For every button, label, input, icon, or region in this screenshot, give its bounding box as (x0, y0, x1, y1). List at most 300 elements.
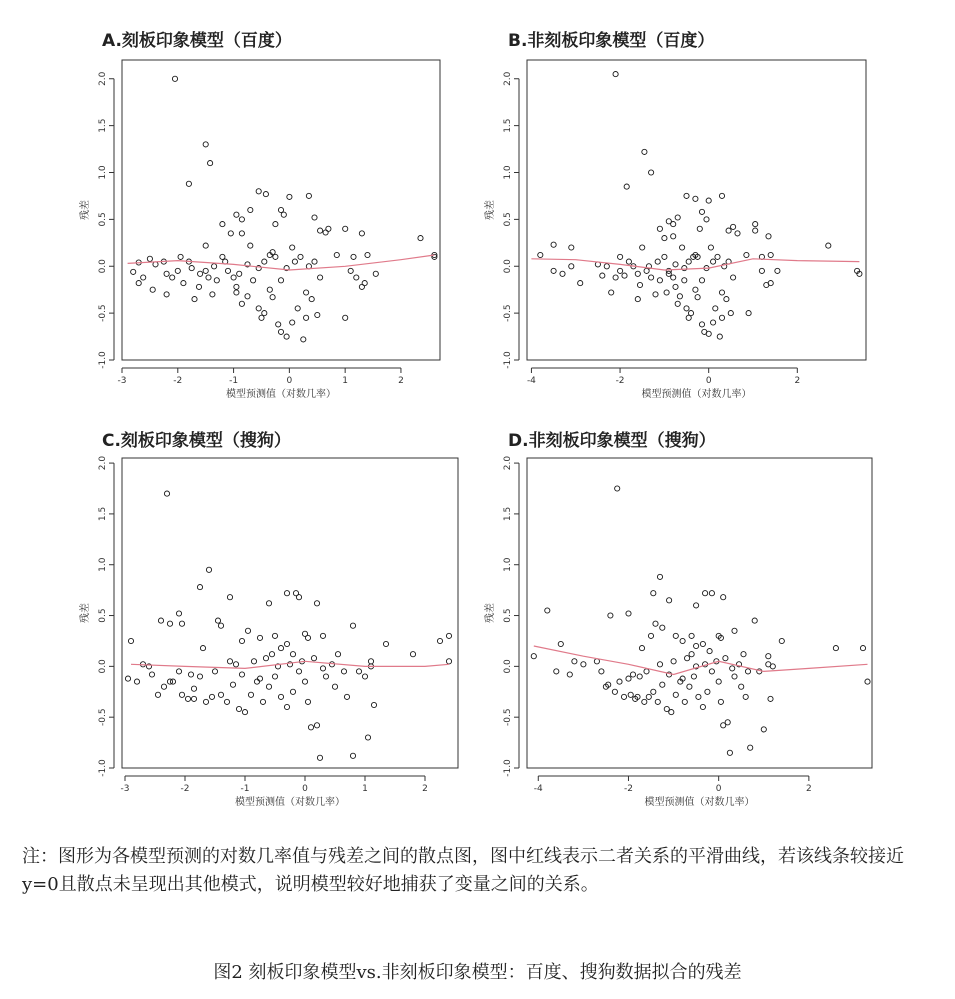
panel-a-point (231, 275, 236, 280)
panel-a-point (153, 262, 158, 267)
panel-a-point (150, 287, 155, 292)
panel-a-point (212, 264, 217, 269)
panel-a-y-tick-label: -1.0 (98, 351, 108, 369)
panel-a-point (318, 228, 323, 233)
panel-d-point (721, 595, 726, 600)
panel-c-point (227, 659, 232, 664)
panel-c-point (257, 676, 262, 681)
panel-d-point (709, 591, 714, 596)
panel-c-point (200, 646, 205, 651)
panel-a-point (312, 215, 317, 220)
panel-a-point (273, 222, 278, 227)
panel-c-point (320, 666, 325, 671)
panel-d-point (691, 674, 696, 679)
panel-c-y-tick-label: 0.5 (98, 608, 108, 623)
panel-b-point (649, 170, 654, 175)
panel-a-point (206, 275, 211, 280)
panel-d-point (700, 641, 705, 646)
panel-c-point (368, 659, 373, 664)
panel-a-y-tick-label: -0.5 (98, 304, 108, 322)
panel-b-frame (527, 60, 866, 360)
panel-b-point (768, 281, 773, 286)
panel-d-point (732, 674, 737, 679)
panel-d-point (621, 694, 626, 699)
panel-c-point (260, 699, 265, 704)
panel-c-point (272, 674, 277, 679)
panel-a-point (164, 292, 169, 297)
panel-a-x-tick-label: 0 (286, 376, 293, 386)
panel-a-y-tick-label: 0.0 (98, 259, 108, 274)
panel-d-y-tick-label: 2.0 (503, 455, 513, 471)
panel-a-point (263, 192, 268, 197)
panel-a-y-tick-label: 1.0 (98, 165, 108, 180)
panel-b-point (759, 268, 764, 273)
panel-d-point (694, 603, 699, 608)
panel-c-point (371, 702, 376, 707)
panel-d-y-tick-label: 0.5 (503, 608, 513, 623)
panel-d-point (687, 684, 692, 689)
panel-a-point (220, 222, 225, 227)
panel-c-point (335, 652, 340, 657)
panel-b-point (637, 282, 642, 287)
panel-d-point (833, 646, 838, 651)
panel-c-point (227, 595, 232, 600)
panel-d-point (669, 710, 674, 715)
panel-d-x-tick-label: 0 (715, 784, 722, 794)
panel-c-point (446, 633, 451, 638)
panel-a-point (373, 271, 378, 276)
panel-c-point (278, 694, 283, 699)
panel-b-point (600, 273, 605, 278)
panel-d-point (660, 682, 665, 687)
panel-b-x-tick-label: 2 (794, 376, 801, 386)
panel-d-point (865, 679, 870, 684)
panel-b-point (711, 259, 716, 264)
panel-d-point (723, 656, 728, 661)
panel-a-point (256, 189, 261, 194)
panel-d-point (617, 679, 622, 684)
panel-a-x-tick-label: -2 (173, 376, 183, 386)
panel-a-x-tick-label: 1 (342, 376, 349, 386)
panel-b-point (697, 226, 702, 231)
panel-b-point (719, 315, 724, 320)
panel-a-point (292, 259, 297, 264)
panel-a-point (131, 269, 136, 274)
panel-a-point (196, 284, 201, 289)
panel-d-y-tick-label: -0.5 (503, 708, 513, 726)
panel-c-point (233, 662, 238, 667)
panel-b-point (671, 222, 676, 227)
panel-b-point (706, 331, 711, 336)
panel-d-point (682, 699, 687, 704)
panel-d-y-tick-label: -1.0 (503, 759, 513, 777)
panel-c-y-tick-label: -1.0 (98, 759, 108, 777)
panel-d-point (732, 628, 737, 633)
panel-b-point (538, 252, 543, 257)
panel-d-point (599, 669, 604, 674)
panel-d-point (660, 625, 665, 630)
panel-a-point (304, 290, 309, 295)
panel-d-point (730, 666, 735, 671)
panel-d-point (779, 638, 784, 643)
panel-c-point (263, 656, 268, 661)
panel-d-point (648, 633, 653, 638)
panel-a-x-label: 模型预测值（对数几率） (226, 389, 336, 400)
panel-b-point (649, 275, 654, 280)
panel-b-point (753, 228, 758, 233)
panel-d-point (637, 674, 642, 679)
panel-d-point (581, 662, 586, 667)
panel-b-point (715, 254, 720, 259)
panel-b-point (699, 278, 704, 283)
panel-c-point (446, 659, 451, 664)
panel-b-point (657, 278, 662, 283)
panel-d-point (761, 727, 766, 732)
panel-a-point (270, 295, 275, 300)
panel-c-point (383, 641, 388, 646)
panel-d-plot (483, 456, 872, 808)
panel-a-point (251, 278, 256, 283)
panel-c-point (305, 699, 310, 704)
panel-d-x-tick-label: -4 (533, 784, 543, 794)
panel-b-point (684, 193, 689, 198)
panel-b-point (560, 271, 565, 276)
panel-d-point (707, 649, 712, 654)
panel-a-point (245, 294, 250, 299)
panel-c-point (290, 652, 295, 657)
panel-c-point (311, 656, 316, 661)
panel-b-title: B.非刻板印象模型（百度） (508, 31, 715, 51)
panel-a-point (287, 194, 292, 199)
panel-b-point (604, 264, 609, 269)
panel-d-point (673, 633, 678, 638)
panel-b-point (699, 209, 704, 214)
panel-d-point (745, 669, 750, 674)
panel-d-point (673, 692, 678, 697)
panel-c-x-label: 模型预测值（对数几率） (235, 797, 345, 808)
panel-c-point (236, 706, 241, 711)
panel-c-point (218, 623, 223, 628)
panel-c-x-tick-label: -1 (240, 784, 250, 794)
panel-c-point (158, 618, 163, 623)
panel-b-point (622, 273, 627, 278)
panel-b-point (635, 297, 640, 302)
panel-c-x-tick-label: 1 (362, 784, 368, 794)
panel-a-plot (78, 60, 440, 400)
panel-d-point (727, 750, 732, 755)
panel-d-point (657, 662, 662, 667)
panel-b-point (626, 259, 631, 264)
panel-b-point (713, 306, 718, 311)
panel-d-point (705, 689, 710, 694)
panel-d-x-label: 模型预测值（对数几率） (644, 797, 755, 808)
panel-b-point (726, 228, 731, 233)
panel-d-point (752, 618, 757, 623)
panel-b-point (735, 231, 740, 236)
panel-a-point (348, 268, 353, 273)
panel-a-point (172, 76, 177, 81)
panel-a-point (239, 231, 244, 236)
panel-c-y-tick-label: -0.5 (98, 708, 108, 726)
panel-d-point (709, 669, 714, 674)
panel-d-y-tick-label: 0.0 (503, 659, 513, 674)
panel-a-point (318, 275, 323, 280)
panel-a-point (301, 337, 306, 342)
panel-a-point (334, 252, 339, 257)
panel-a-point (147, 256, 152, 261)
panel-a-point (228, 231, 233, 236)
panel-b-point (699, 322, 704, 327)
panel-d-point (628, 692, 633, 697)
panel-b-point (662, 254, 667, 259)
panel-a-point (343, 315, 348, 320)
panel-a-point (309, 297, 314, 302)
panel-d-point (612, 689, 617, 694)
panel-b-point (706, 198, 711, 203)
panel-b-point (688, 311, 693, 316)
panel-d-point (860, 646, 865, 651)
panel-b-point (624, 184, 629, 189)
panel-c-point (410, 652, 415, 657)
panel-d-frame (527, 458, 872, 768)
panel-a-point (203, 268, 208, 273)
panel-b-y-label: 残差 (485, 200, 496, 220)
panel-a-point (276, 322, 281, 327)
panel-c-y-tick-label: 0.0 (98, 659, 108, 674)
panel-c-point (365, 735, 370, 740)
panel-b-point (680, 245, 685, 250)
panel-d-smooth-line (534, 646, 868, 675)
panel-b-point (655, 259, 660, 264)
panel-a-point (225, 268, 230, 273)
panel-d-point (770, 664, 775, 669)
panel-a-point (237, 271, 242, 276)
panel-a-point (181, 281, 186, 286)
panel-b-point (682, 266, 687, 271)
panel-c-point (296, 669, 301, 674)
panel-c-point (284, 591, 289, 596)
panel-c-point (197, 585, 202, 590)
panel-b-point (746, 311, 751, 316)
panel-c-x-tick-label: -3 (120, 784, 130, 794)
panel-a-smooth-line (128, 255, 435, 270)
panel-a-point (186, 181, 191, 186)
panel-c-title: C.刻板印象模型（搜狗） (102, 431, 291, 451)
panel-a-point (239, 217, 244, 222)
panel-c-point (239, 672, 244, 677)
panel-c-point (128, 638, 133, 643)
panel-b-point (728, 311, 733, 316)
panel-c-point (305, 635, 310, 640)
panel-b-y-tick-label: 1.0 (503, 165, 513, 180)
panel-b-point (826, 243, 831, 248)
panel-c-y-tick-label: 2.0 (98, 455, 108, 471)
panel-a-point (208, 161, 213, 166)
panel-a-point (290, 320, 295, 325)
panel-b-point (609, 290, 614, 295)
panel-d-point (716, 679, 721, 684)
panel-d-point (646, 694, 651, 699)
panel-a-point (354, 275, 359, 280)
panel-c-point (179, 692, 184, 697)
panel-b-point (708, 245, 713, 250)
panel-b-y-tick-label: 0.0 (503, 259, 513, 274)
panel-d-point (657, 574, 662, 579)
panel-b-point (693, 287, 698, 292)
panel-a-x-tick-label: 2 (398, 376, 404, 386)
panel-d-point (626, 676, 631, 681)
panel-a-point (365, 252, 370, 257)
panel-b-point (569, 245, 574, 250)
panel-a-point (239, 301, 244, 306)
panel-b-point (613, 275, 618, 280)
panel-b-point (662, 236, 667, 241)
panel-a-point (262, 311, 267, 316)
panel-c-frame (122, 458, 458, 768)
panel-d-point (766, 654, 771, 659)
panel-d-point (615, 486, 620, 491)
panel-d-point (644, 669, 649, 674)
panel-a-frame (122, 60, 440, 360)
panel-b-smooth-line (531, 259, 859, 270)
panel-c-point (191, 696, 196, 701)
panel-c-point (185, 696, 190, 701)
panel-d-point (639, 646, 644, 651)
panel-a-point (170, 275, 175, 280)
panel-b-y-tick-label: -1.0 (503, 351, 513, 369)
panel-c-point (149, 672, 154, 677)
panel-b-x-tick-label: 0 (705, 376, 712, 386)
panel-c-point (269, 652, 274, 657)
panel-b-point (731, 275, 736, 280)
panel-d-point (653, 621, 658, 626)
panel-b-point (653, 292, 658, 297)
panel-c-point (176, 669, 181, 674)
panel-d-point (725, 720, 730, 725)
panel-a-point (203, 243, 208, 248)
panel-c-point (272, 633, 277, 638)
panel-d-point (741, 652, 746, 657)
panel-c-y-tick-label: 1.5 (98, 506, 108, 522)
panel-d-point (748, 745, 753, 750)
panel-a-point (214, 278, 219, 283)
panel-a-point (295, 306, 300, 311)
panel-b-point (724, 297, 729, 302)
panel-b-point (684, 306, 689, 311)
panel-d-point (685, 656, 690, 661)
panel-b-x-tick-label: -2 (615, 376, 625, 386)
panel-d-point (531, 654, 536, 659)
panel-d-point (626, 611, 631, 616)
panel-c-point (212, 669, 217, 674)
panel-b-point (618, 254, 623, 259)
panel-c-point (176, 611, 181, 616)
panel-b-plot (483, 60, 866, 400)
panel-b-point (618, 268, 623, 273)
panel-d-point (739, 684, 744, 689)
panel-b-point (686, 259, 691, 264)
panel-d-point (545, 608, 550, 613)
panel-a-point (262, 259, 267, 264)
panel-b-point (719, 290, 724, 295)
panel-a-point (315, 312, 320, 317)
panel-b-point (551, 242, 556, 247)
panel-a-point (189, 266, 194, 271)
panel-b-point (766, 234, 771, 239)
panel-a-point (248, 207, 253, 212)
panel-a-point (164, 271, 169, 276)
panel-c-point (254, 679, 259, 684)
panel-a-y-tick-label: 1.5 (98, 118, 108, 133)
panel-a-point (248, 243, 253, 248)
panel-a-point (290, 245, 295, 250)
panel-c-point (344, 694, 349, 699)
panel-d-point (655, 699, 660, 704)
panel-c-point (251, 659, 256, 664)
panel-a-point (284, 334, 289, 339)
panel-c-x-tick-label: 2 (422, 784, 428, 794)
panel-c-point (218, 692, 223, 697)
panel-c-point (266, 601, 271, 606)
panel-d-point (554, 669, 559, 674)
panel-a-point (192, 297, 197, 302)
panel-b-point (731, 224, 736, 229)
panel-d-point (608, 613, 613, 618)
panel-a-point (234, 284, 239, 289)
panel-a-y-label: 残差 (80, 200, 91, 220)
panel-c-plot (78, 456, 458, 808)
panel-a-point (304, 315, 309, 320)
panel-b-x-label: 模型预测值（对数几率） (641, 389, 752, 400)
panel-c-point (230, 682, 235, 687)
panel-a-point (323, 230, 328, 235)
figure-note: 注：图形为各模型预测的对数几率值与残差之间的散点图，图中红线表示二者关系的平滑曲线，若该线条较接近y=0且散点未呈现出其他模式，说明模型较好地捕获了变量之间的关系。 (22, 846, 904, 895)
panel-a-point (198, 271, 203, 276)
panel-b-point (657, 226, 662, 231)
panel-b-y-tick-label: 1.5 (503, 118, 513, 133)
panel-c-point (320, 633, 325, 638)
panel-c-point (290, 689, 295, 694)
panel-a-point (267, 287, 272, 292)
panel-d-point (671, 659, 676, 664)
panel-c-point (257, 635, 262, 640)
panel-a-point (178, 254, 183, 259)
panel-b-point (704, 217, 709, 222)
panel-a-point (141, 275, 146, 280)
panel-a-point (312, 259, 317, 264)
panel-d-point (567, 672, 572, 677)
panel-c-point (224, 699, 229, 704)
panel-a-point (362, 281, 367, 286)
panel-c-point (155, 692, 160, 697)
panel-c-x-tick-label: 0 (302, 784, 308, 794)
panel-b-point (677, 294, 682, 299)
panel-c-point (242, 710, 247, 715)
panel-c-point (302, 679, 307, 684)
panel-b-point (744, 252, 749, 257)
panel-d-point (768, 696, 773, 701)
panel-a-point (306, 193, 311, 198)
panel-d-point (572, 659, 577, 664)
panel-d-point (630, 672, 635, 677)
panel-b-point (613, 72, 618, 77)
panel-b-point (719, 193, 724, 198)
panel-c-y-tick-label: 1.0 (98, 557, 108, 572)
panel-c-point (179, 621, 184, 626)
panel-c-y-label: 残差 (80, 603, 91, 623)
panel-b-point (642, 149, 647, 154)
panel-b-point (753, 222, 758, 227)
